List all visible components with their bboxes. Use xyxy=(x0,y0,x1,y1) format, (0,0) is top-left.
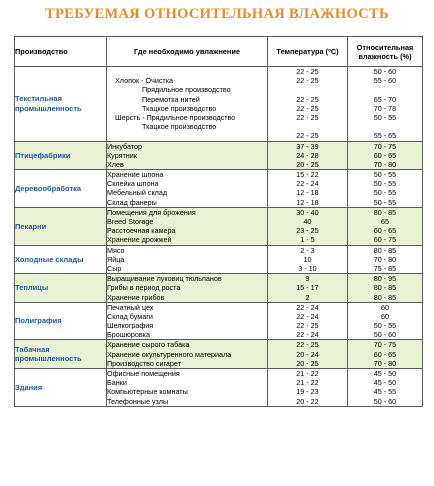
category-cell: Теплицы xyxy=(15,274,107,303)
temp-line: 10 xyxy=(303,254,312,264)
hum-line: 50 - 55 xyxy=(373,112,397,122)
header-where: Где необходимо увлажнение xyxy=(107,37,268,67)
temperature-cell xyxy=(268,340,348,369)
temp-line: 20 - 24 xyxy=(296,349,319,359)
temp-line: 12 - 18 xyxy=(296,188,319,198)
place-line: Хранение окультуренного материала xyxy=(107,349,232,359)
temp-line: 2 xyxy=(305,292,310,302)
place-line: Печатный цех xyxy=(107,302,154,312)
temp-line: 22 - 24 xyxy=(296,179,319,189)
place-line: Помещения для брожения xyxy=(107,207,196,217)
hum-line: 80 - 95 xyxy=(373,274,397,284)
hum-line: 75 - 85 xyxy=(373,263,397,273)
temperature-cell xyxy=(268,207,348,245)
category-cell: Птицефабрики xyxy=(15,141,107,170)
hum-line: 50 - 55 xyxy=(373,197,397,207)
place-line: Хлопок - Очистка xyxy=(115,76,174,86)
humidity-cell xyxy=(348,141,423,170)
place-cell xyxy=(107,369,268,407)
temperature-cell xyxy=(268,141,348,170)
hum-line: 45 - 55 xyxy=(373,387,397,397)
place-line: Ткацкое производство xyxy=(142,103,217,113)
temp-line: 22 - 25 xyxy=(296,76,319,86)
place-line: Хранение дрожжей xyxy=(107,235,172,245)
hum-line: 60 xyxy=(381,302,389,312)
place-line: Офисные помещения xyxy=(107,369,180,378)
hum-line xyxy=(348,122,422,131)
table-row xyxy=(15,302,423,340)
hum-line: 50 - 55 xyxy=(373,188,397,198)
place-line: Банки xyxy=(107,378,127,388)
place-cell xyxy=(107,141,268,170)
place-line: Выращивание луковиц тюльпанов xyxy=(107,274,222,284)
temp-line: 22 - 25 xyxy=(296,94,319,104)
place-cell xyxy=(107,170,268,208)
table-header-row xyxy=(15,37,423,67)
temp-line: 22 - 25 xyxy=(296,340,319,350)
place-line: Компьютерные комнаты xyxy=(107,387,188,397)
place-line: Хранение грибов xyxy=(107,292,165,302)
place-cell xyxy=(107,207,268,245)
hum-line: 70 - 80 xyxy=(373,159,397,169)
place-line xyxy=(107,131,267,140)
temp-line xyxy=(268,122,347,131)
temperature-cell xyxy=(268,274,348,303)
temp-line: 24 - 28 xyxy=(296,150,319,160)
temp-line: 40 xyxy=(303,217,312,226)
hum-line: 45 - 50 xyxy=(373,378,397,388)
hum-line: 50 - 55 xyxy=(373,321,397,331)
table-row xyxy=(15,170,423,208)
place-line: Инкубатор xyxy=(107,141,143,151)
hum-line: 50 - 55 xyxy=(373,179,397,189)
place-line: Прядильное производство xyxy=(142,85,231,95)
hum-line: 45 - 50 xyxy=(373,369,397,378)
hum-line: 55 - 65 xyxy=(373,131,397,141)
temperature-cell xyxy=(268,369,348,407)
hum-line: 70 - 75 xyxy=(373,340,397,350)
temp-line: 12 - 18 xyxy=(296,197,319,207)
hum-line: 70 - 80 xyxy=(373,358,397,368)
place-line: Склад бумаги xyxy=(107,311,153,321)
temp-line: 3 - 10 xyxy=(298,263,317,273)
humidity-cell xyxy=(348,245,423,274)
hum-line: 70 - 78 xyxy=(373,103,397,113)
humidity-cell xyxy=(348,340,423,369)
table-row xyxy=(15,274,423,303)
temp-line: 22 - 24 xyxy=(296,330,319,340)
place-line: Мясо xyxy=(107,245,125,255)
hum-line xyxy=(348,85,422,94)
temp-line: 23 - 25 xyxy=(296,226,319,236)
humidity-table xyxy=(14,36,423,407)
hum-line: 80 - 85 xyxy=(373,283,397,293)
temperature-cell xyxy=(268,302,348,340)
temperature-cell xyxy=(268,245,348,274)
humidity-cell xyxy=(348,67,423,142)
hum-line: 80 - 85 xyxy=(373,292,397,302)
temp-line xyxy=(268,85,347,94)
place-line: Грибы в период роста xyxy=(107,283,181,293)
humidity-cell xyxy=(348,207,423,245)
header-production: Производство xyxy=(15,37,107,67)
category-cell: Текстильная промышленность xyxy=(15,67,107,142)
category-cell: Здания xyxy=(15,369,107,407)
temp-line: 20 - 22 xyxy=(296,396,319,406)
temp-line: 19 - 23 xyxy=(296,387,319,397)
place-line: Шелкография xyxy=(107,321,154,331)
humidity-cell xyxy=(348,170,423,208)
place-cell xyxy=(107,245,268,274)
hum-line: 60 xyxy=(381,311,389,321)
place-line: Производство сигарет xyxy=(107,358,181,368)
place-line: Телефонные узлы xyxy=(107,396,169,406)
hum-line: 55 - 60 xyxy=(373,76,397,86)
place-line: Расстоечная камера xyxy=(107,226,176,236)
place-line: Хранение шпона xyxy=(107,170,164,180)
place-line: Яйца xyxy=(107,254,125,264)
place-cell xyxy=(107,340,268,369)
table-row xyxy=(15,141,423,170)
hum-line: 50 - 60 xyxy=(373,330,397,340)
temp-line: 21 - 22 xyxy=(296,378,319,388)
place-line: Сыр xyxy=(107,263,122,273)
hum-line: 60 - 65 xyxy=(373,349,397,359)
place-line: Склейка шпона xyxy=(107,179,159,189)
temp-line: 22 - 25 xyxy=(296,131,319,141)
temp-line: 30 - 40 xyxy=(296,207,319,217)
humidity-cell xyxy=(348,274,423,303)
header-humidity xyxy=(348,37,423,67)
place-line: Курятник xyxy=(107,150,137,160)
temp-line: 21 - 22 xyxy=(296,369,319,378)
temp-line: 22 - 25 xyxy=(296,103,319,113)
temp-line: 22 - 25 xyxy=(296,112,319,122)
place-line xyxy=(107,67,267,76)
hum-line: 60 - 75 xyxy=(373,235,397,245)
place-cell xyxy=(107,274,268,303)
table-row xyxy=(15,245,423,274)
place-line: Ткацкое производство xyxy=(142,122,217,132)
place-line: Брошюровка xyxy=(107,330,150,340)
place-line: Мебельный склад xyxy=(107,188,168,198)
header-temperature: Температура (ºС) xyxy=(268,37,348,67)
temperature-cell xyxy=(268,67,348,142)
temp-line: 15 - 17 xyxy=(296,283,319,293)
temp-line: 22 - 25 xyxy=(296,321,319,331)
place-cell xyxy=(107,302,268,340)
place-line: Breed Storage xyxy=(107,217,154,226)
table-row xyxy=(15,369,423,407)
place-cell xyxy=(107,67,268,142)
humidity-cell xyxy=(348,369,423,407)
hum-line: 80 - 85 xyxy=(373,207,397,217)
temp-line: 22 - 25 xyxy=(296,67,319,76)
hum-line: 60 - 65 xyxy=(373,150,397,160)
table-row xyxy=(15,67,423,142)
place-line: Хранение сырого табака xyxy=(107,340,190,350)
category-cell: Пекарни xyxy=(15,207,107,245)
header-humidity-line2: влажность (%) xyxy=(358,51,412,61)
hum-line: 65 - 70 xyxy=(373,94,397,104)
page-title: ТРЕБУЕМАЯ ОТНОСИТЕЛЬНАЯ ВЛАЖНОСТЬ xyxy=(45,6,389,22)
temp-line: 20 - 25 xyxy=(296,159,319,169)
table-body xyxy=(15,67,423,407)
category-cell: Деревообработка xyxy=(15,170,107,208)
hum-line: 70 - 75 xyxy=(373,141,397,151)
hum-line: 50 - 55 xyxy=(373,170,397,180)
temp-line: 1 - 5 xyxy=(300,235,315,245)
temp-line: 15 - 22 xyxy=(296,170,319,180)
place-line: Шерсть - Прядильное производство xyxy=(115,112,236,122)
temp-line: 2 - 3 xyxy=(300,245,315,255)
temp-line: 20 - 25 xyxy=(296,358,319,368)
place-line: Хлев xyxy=(107,159,124,169)
temp-line: 22 - 24 xyxy=(296,302,319,312)
place-line: Перемотка нитей xyxy=(142,94,200,104)
category-cell: Полиграфия xyxy=(15,302,107,340)
hum-line: 80 - 85 xyxy=(373,245,397,255)
hum-line: 65 xyxy=(381,217,389,226)
hum-line: 50 - 60 xyxy=(373,396,397,406)
category-cell: Табачная промышленность xyxy=(15,340,107,369)
temp-line: 37 - 39 xyxy=(296,141,319,151)
table-row xyxy=(15,340,423,369)
temp-line: 22 - 24 xyxy=(296,311,319,321)
humidity-cell xyxy=(348,302,423,340)
hum-line: 70 - 80 xyxy=(373,254,397,264)
category-cell: Холодные склады xyxy=(15,245,107,274)
temperature-cell xyxy=(268,170,348,208)
table-row xyxy=(15,207,423,245)
hum-line: 50 - 60 xyxy=(373,67,397,76)
temp-line: 9 xyxy=(305,274,310,284)
hum-line: 60 - 65 xyxy=(373,226,397,236)
place-line: Склад фанеры xyxy=(107,197,157,207)
header-humidity-line1: Относительная xyxy=(356,42,414,52)
